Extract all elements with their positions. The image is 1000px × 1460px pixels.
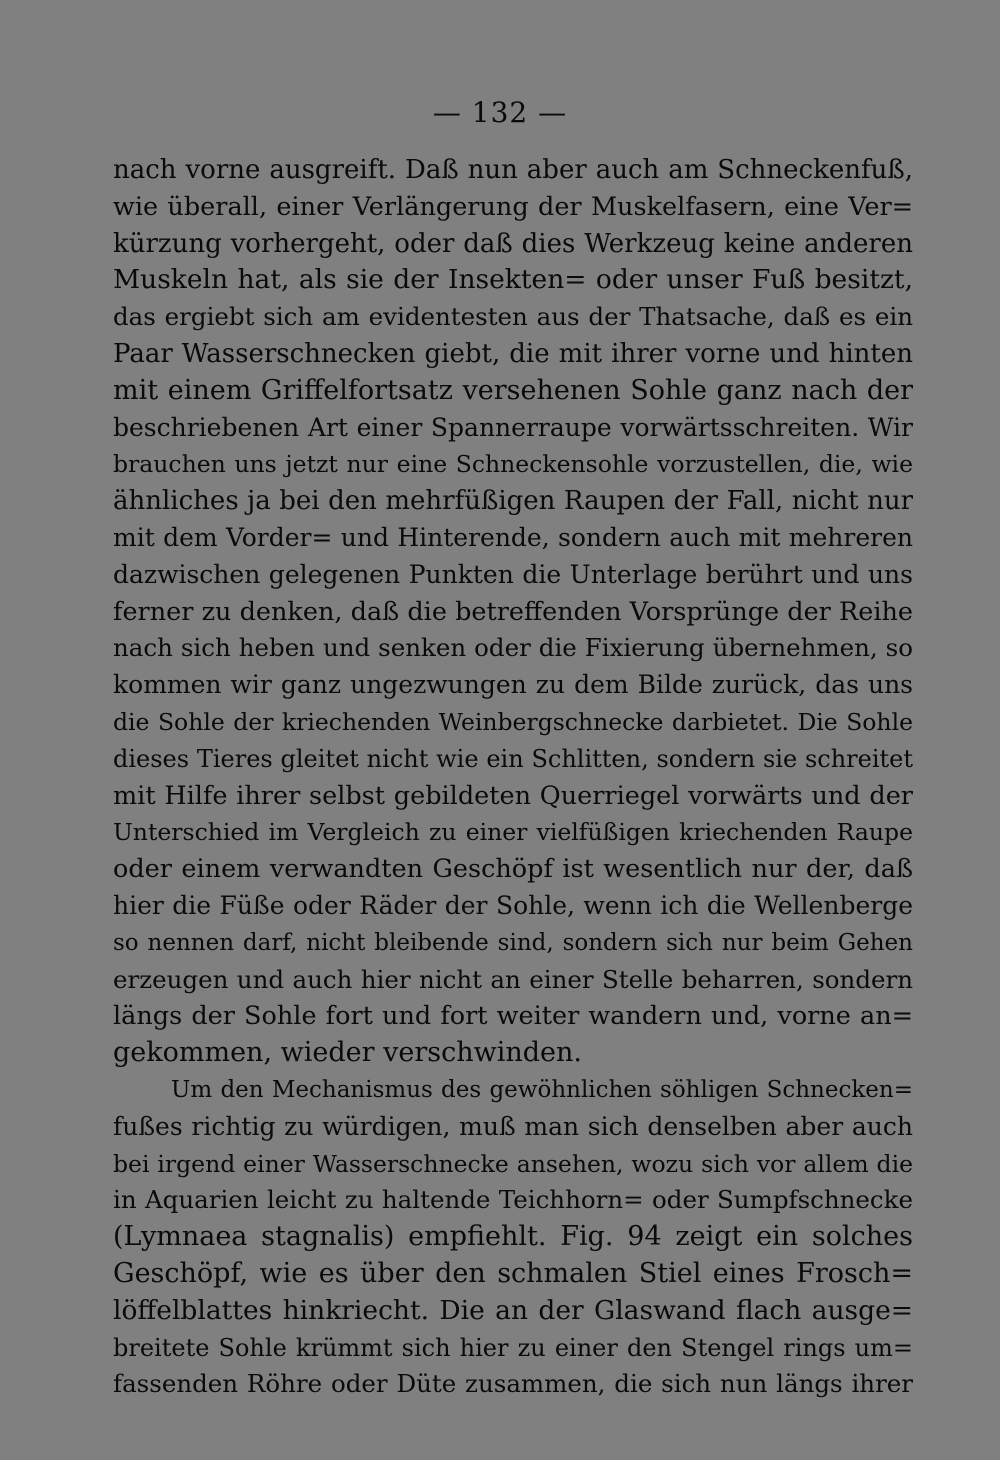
text-line: ähnliches ja bei den mehrfüßigen Raupen der Fall, nicht nur — [113, 486, 913, 517]
text-line: Geschöpf, wie es über den schmalen Stiel eines Frosch= — [113, 1257, 913, 1289]
text-line: mit einem Griffelfortsatz versehenen Sohle ganz nach der — [113, 374, 913, 406]
page-number: — 132 — — [432, 96, 568, 129]
text-line: erzeugen und auch hier nicht an einer Stelle beharren, sondern — [113, 964, 913, 994]
text-line: die Sohle der kriechenden Weinbergschnecke darbietet. Die Sohle — [113, 707, 913, 736]
text-line: Paar Wasserschnecken giebt, die mit ihrer vorne und hinten — [113, 338, 913, 369]
text-line: Unterschied im Vergleich zu einer vielfüßigen kriechenden Raupe — [113, 818, 913, 847]
text-line: Muskeln hat, als sie der Insekten= oder unser Fuß besitzt, — [113, 264, 913, 296]
text-line: (Lymnaea stagnalis) empfiehlt. Fig. 94 zeigt ein solches — [113, 1221, 913, 1253]
text-line: löffelblattes hinkriecht. Die an der Glaswand flach ausge= — [113, 1294, 913, 1326]
text-line: bei irgend einer Wasserschnecke ansehen, wozu sich vor allem die — [113, 1149, 913, 1178]
text-line: in Aquarien leicht zu haltende Teichhorn= oder Sumpfschnecke — [113, 1185, 913, 1215]
text-line: breitete Sohle krümmt sich hier zu einer den Stengel rings um= — [113, 1333, 913, 1362]
text-line: beschriebenen Art einer Spannerraupe vorwärtsschreiten. Wir — [113, 412, 913, 442]
text-line: nach sich heben und senken oder die Fixierung übernehmen, so — [113, 633, 913, 663]
text-line: fassenden Röhre oder Düte zusammen, die sich nun längs ihrer — [113, 1369, 913, 1399]
paragraph-start-line: Um den Mechanismus des gewöhnlichen söhligen Schnecken= — [171, 1076, 913, 1103]
paragraph-end-line: gekommen, wieder verschwinden. — [113, 1037, 582, 1069]
text-line: so nennen darf, nicht bleibende sind, sondern sich nur beim Gehen — [113, 929, 913, 956]
text-line: brauchen uns jetzt nur eine Schneckensohle vorzustellen, die, wie — [113, 450, 913, 479]
text-line: wie überall, einer Verlängerung der Muskelfasern, eine Ver= — [113, 191, 913, 222]
text-line: hier die Füße oder Räder der Sohle, wenn ich die Wellenberge — [113, 890, 913, 920]
text-line: das ergiebt sich am evidentesten aus der Thatsache, daß es ein — [113, 302, 913, 332]
text-line: nach vorne ausgreift. Daß nun aber auch am Schneckenfuß, — [113, 155, 913, 185]
text-line: mit dem Vorder= und Hinterende, sondern auch mit mehreren — [113, 522, 913, 552]
text-line: dazwischen gelegenen Punkten die Unterlage berührt und uns — [113, 559, 913, 589]
text-line: ferner zu denken, daß die betreffenden Vorsprünge der Reihe — [113, 596, 913, 627]
text-line: längs der Sohle fort und fort weiter wandern und, vorne an= — [113, 1001, 913, 1032]
text-line: kommen wir ganz ungezwungen zu dem Bilde zurück, das uns — [113, 670, 913, 700]
text-line: dieses Tieres gleitet nicht wie ein Schlitten, sondern sie schreitet — [113, 744, 913, 773]
text-line: fußes richtig zu würdigen, muß man sich denselben aber auch — [113, 1111, 913, 1141]
text-line: oder einem verwandten Geschöpf ist wesentlich nur der, daß — [113, 854, 913, 885]
text-line: kürzung vorhergeht, oder daß dies Werkzeug keine anderen — [113, 228, 913, 259]
text-line: mit Hilfe ihrer selbst gebildeten Querriegel vorwärts und der — [113, 780, 913, 811]
body-text — [113, 152, 913, 1403]
